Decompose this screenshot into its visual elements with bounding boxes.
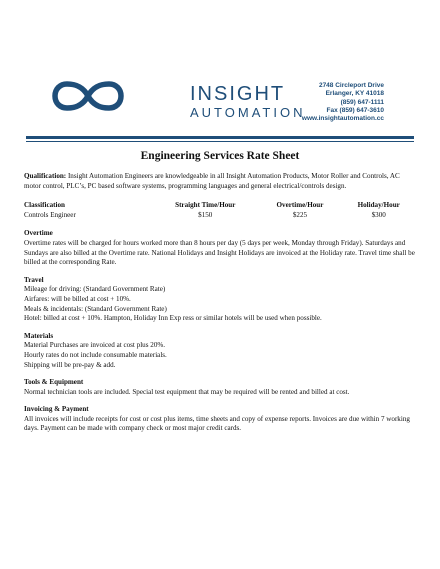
page-title: Engineering Services Rate Sheet — [140, 150, 300, 162]
contact-address: 2748 Circleport Drive — [318, 82, 384, 89]
section-line: Airfares: will be billed at cost + 10%. — [24, 294, 131, 303]
section-line: All invoices will include receipts for cost or cost plus items, time sheets and copy of expense reports. Invoices are due within 7 working days. Payment can be made with company check or most major credit cards. — [24, 414, 410, 433]
section-heading: Overtime — [24, 229, 53, 238]
header-classification: Classification — [24, 201, 65, 210]
section-heading: Travel — [24, 275, 44, 284]
qualification-text: Insight Automation Engineers are knowledgeable in all Insight Automation Products, Motor Roller and Controls, AC motor control, PLC’s, PC based software systems, programming languages and general electrical/controls design. — [24, 172, 400, 190]
header-holiday: Holiday/Hour — [357, 201, 400, 210]
section-line: Normal technician tools are included. Special test equipment that may be required will be rented and billed at cost. — [24, 387, 350, 396]
section-line: Meals & incidentals: (Standard Government Rate) — [24, 304, 167, 313]
section-travel — [24, 276, 416, 324]
header-divider-thin — [26, 141, 414, 142]
contact-block — [302, 82, 384, 123]
rate-table-header — [24, 201, 416, 211]
cell-overtime: $225 — [292, 210, 308, 219]
section-invoicing-payment — [24, 405, 416, 434]
table-row — [24, 211, 416, 221]
section-line: Hotel: billed at cost + 10%. Hampton, Holiday Inn Exp ress or similar hotels will be used when possible. — [24, 314, 322, 323]
cell-holiday: $300 — [371, 210, 386, 219]
rate-table — [24, 201, 416, 220]
section-heading: Tools & Equipment — [24, 378, 84, 387]
header-overtime: Overtime/Hour — [276, 201, 324, 210]
section-line: Shipping will be pre-pay & add. — [24, 360, 116, 369]
section-heading: Invoicing & Payment — [24, 405, 89, 414]
section-heading: Materials — [24, 331, 54, 340]
header-straight-time: Straight Time/Hour — [175, 201, 236, 210]
brand-subtitle: AUTOMATION — [190, 105, 306, 120]
insight-logo-icon — [52, 80, 124, 112]
document-body — [24, 172, 416, 442]
section-line: Mileage for driving: (Standard Government Rate) — [24, 285, 166, 294]
section-materials — [24, 332, 416, 370]
cell-straight-time: $150 — [198, 210, 213, 219]
section-line: Hourly rates do not include consumable materials. — [24, 350, 167, 359]
qualification-paragraph — [24, 172, 416, 191]
qualification-label: Qualification: — [24, 172, 67, 180]
section-line: Overtime rates will be charged for hours worked more than 8 hours per day (5 days per week, Monday through Friday). Saturdays and Sundays are also billed at the Overtime rate. National Holidays and Insight Holidays are invoiced at the Holiday rate. Travel time shall be billed at the corresponding Rate. — [24, 238, 415, 267]
cell-classification: Controls Engineer — [24, 210, 76, 219]
section-tools-equipment — [24, 378, 416, 397]
header-divider — [26, 136, 414, 139]
contact-phone: (859) 647-1111 — [340, 98, 384, 106]
contact-website: www.insightautomation.cc — [301, 115, 384, 123]
contact-fax: Fax (859) 647-3610 — [326, 106, 384, 114]
brand-name: INSIGHT — [190, 83, 286, 105]
brand-wordmark — [190, 84, 305, 119]
section-overtime — [24, 229, 416, 267]
section-line: Material Purchases are invoiced at cost plus 20%. — [24, 341, 166, 350]
contact-city: Erlanger, KY 41018 — [325, 90, 384, 98]
